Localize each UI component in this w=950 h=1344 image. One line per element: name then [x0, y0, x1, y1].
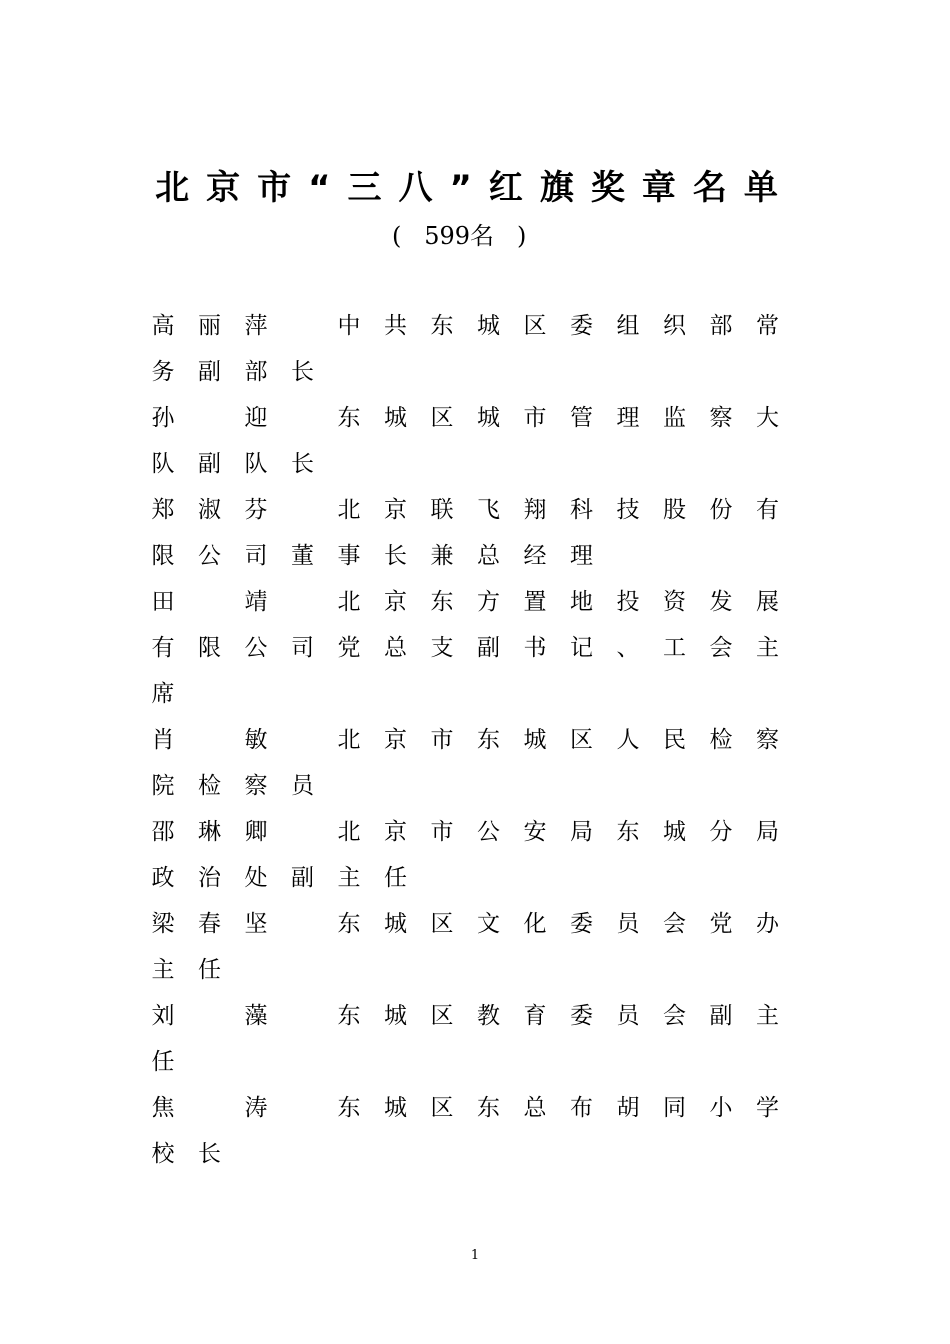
- recipient-name: 涛: [244, 1095, 268, 1121]
- recipient-position: 化: [523, 911, 547, 937]
- entry-row: [150, 1087, 790, 1133]
- recipient-position: 局: [756, 819, 779, 845]
- entry-row: [150, 995, 790, 1041]
- recipient-position: 东: [337, 1003, 361, 1029]
- recipient-position: 东: [337, 911, 361, 937]
- recipient-position: 北: [337, 589, 361, 615]
- recipient-position: 副: [709, 1003, 733, 1029]
- recipient-position: 公: [477, 819, 500, 845]
- entry-line: [150, 1133, 790, 1179]
- recipient-position: 有: [756, 497, 779, 523]
- recipient-position: 城: [663, 819, 686, 845]
- recipient-position: 民: [663, 727, 686, 753]
- recipient-name: 邵: [151, 819, 175, 845]
- document-title: 北京市“三八”红旗奖章名单: [155, 168, 795, 208]
- recipient-position: 主: [756, 635, 779, 661]
- recipient-position: 党: [709, 911, 733, 937]
- recipient-position: 教: [477, 1003, 500, 1029]
- recipient-position: 东: [337, 1095, 361, 1121]
- recipient-position: 部: [244, 359, 268, 385]
- recipient-position: 城: [384, 1095, 407, 1121]
- recipient-name: 梁: [151, 911, 175, 937]
- recipient-position: 监: [663, 405, 686, 431]
- entry-row: [150, 811, 790, 857]
- recipient-position: 区: [430, 911, 454, 937]
- recipient-position: 北: [337, 497, 361, 523]
- entry-row: [150, 719, 790, 765]
- recipient-position: 长: [384, 543, 407, 569]
- recipient-position: 察: [709, 405, 733, 431]
- recipient-position: 区: [430, 405, 454, 431]
- recipient-position: 东: [477, 1095, 500, 1121]
- recipient-position: 会: [663, 911, 686, 937]
- entry-line: [150, 949, 790, 995]
- recipient-position: 东: [430, 313, 454, 339]
- recipient-name: 田: [151, 589, 175, 615]
- recipient-position: 城: [384, 911, 407, 937]
- recipient-name: 肖: [151, 727, 175, 753]
- recipient-position: 察: [244, 773, 268, 799]
- recipient-position: 部: [709, 313, 733, 339]
- recipient-position: 席: [151, 681, 175, 707]
- entry-line: [150, 535, 790, 581]
- recipient-position: 主: [756, 1003, 779, 1029]
- recipient-position: 司: [244, 543, 268, 569]
- entry-row: [150, 397, 790, 443]
- recipient-position: 公: [198, 543, 221, 569]
- recipient-position: 理: [616, 405, 640, 431]
- recipient-position: 胡: [616, 1095, 640, 1121]
- recipient-position: 区: [523, 313, 547, 339]
- entry-row: [150, 903, 790, 949]
- recipient-position: 东: [337, 405, 361, 431]
- recipient-position: 市: [430, 819, 454, 845]
- entry-line: [150, 627, 790, 673]
- recipient-name: 琳: [198, 819, 221, 845]
- recipient-position: 员: [616, 911, 640, 937]
- recipient-position: 京: [384, 497, 407, 523]
- entry-row: [150, 489, 790, 535]
- recipient-name: 萍: [244, 313, 268, 339]
- recipient-position: 联: [430, 497, 454, 523]
- recipient-position: 办: [756, 911, 779, 937]
- recipient-position: 城: [477, 405, 500, 431]
- recipient-position: 学: [756, 1095, 779, 1121]
- recipient-position: 任: [198, 957, 221, 983]
- recipient-position: 中: [337, 313, 361, 339]
- recipient-position: 理: [570, 543, 593, 569]
- recipient-position: 地: [570, 589, 593, 615]
- recipient-position: 分: [709, 819, 733, 845]
- recipient-position: 北: [337, 819, 361, 845]
- recipient-position: 东: [430, 589, 454, 615]
- recipient-position: 司: [291, 635, 314, 661]
- recipient-name: 郑: [151, 497, 175, 523]
- recipient-position: 长: [291, 359, 314, 385]
- recipient-position: 副: [477, 635, 500, 661]
- recipient-position: 长: [291, 451, 314, 477]
- recipient-position: 总: [384, 635, 407, 661]
- recipient-position: 党: [337, 635, 361, 661]
- recipient-position: 委: [570, 1003, 593, 1029]
- recipient-position: 治: [198, 865, 221, 891]
- recipient-position: 组: [616, 313, 640, 339]
- recipient-position: 份: [709, 497, 733, 523]
- recipient-position: 翔: [523, 497, 547, 523]
- recipient-position: 大: [756, 405, 779, 431]
- recipient-position: 同: [663, 1095, 686, 1121]
- recipient-position: 安: [523, 819, 547, 845]
- recipient-name: 靖: [244, 589, 268, 615]
- recipient-position: 有: [151, 635, 175, 661]
- recipient-position: 政: [151, 865, 175, 891]
- recipient-position: 置: [523, 589, 547, 615]
- recipient-position: 人: [616, 727, 640, 753]
- recipient-position: 京: [384, 819, 407, 845]
- page-number: 1: [470, 1248, 480, 1263]
- recipient-position: 公: [244, 635, 268, 661]
- recipient-position: 委: [570, 911, 593, 937]
- recipient-position: 发: [709, 589, 733, 615]
- document-subtitle: ( 599名 ): [392, 222, 527, 250]
- recipient-position: 展: [756, 589, 779, 615]
- recipient-position: 城: [477, 313, 500, 339]
- entry-row: [150, 581, 790, 627]
- recipient-position: 文: [477, 911, 500, 937]
- recipient-position: 检: [198, 773, 221, 799]
- entry-row: [150, 305, 790, 351]
- recipient-position: 董: [291, 543, 314, 569]
- entry-line: [150, 857, 790, 903]
- recipient-position: 飞: [477, 497, 500, 523]
- recipient-position: 科: [570, 497, 593, 523]
- recipient-position: 副: [198, 451, 221, 477]
- recipient-position: 务: [151, 359, 175, 385]
- recipient-position: 任: [384, 865, 407, 891]
- recipient-position: 队: [244, 451, 268, 477]
- recipient-position: 书: [523, 635, 547, 661]
- recipient-position: 投: [616, 589, 640, 615]
- recipient-name: 坚: [244, 911, 268, 937]
- recipient-position: 布: [570, 1095, 593, 1121]
- recipient-position: 城: [384, 1003, 407, 1029]
- recipient-position: 工: [663, 635, 686, 661]
- entry-line: [150, 765, 790, 811]
- entry-line: [150, 443, 790, 489]
- recipient-position: 区: [570, 727, 593, 753]
- recipient-position: 主: [151, 957, 175, 983]
- recipient-position: 技: [616, 497, 640, 523]
- recipient-name: 淑: [198, 497, 221, 523]
- recipient-position: 主: [337, 865, 361, 891]
- recipient-position: 院: [151, 773, 175, 799]
- entry-line: [150, 673, 790, 719]
- recipient-position: 股: [663, 497, 686, 523]
- recipient-name: 迎: [244, 405, 268, 431]
- recipient-position: 京: [384, 727, 407, 753]
- recipient-position: 限: [151, 543, 175, 569]
- recipient-position: 队: [151, 451, 175, 477]
- recipient-position: 总: [477, 543, 500, 569]
- entry-line: [150, 1041, 790, 1087]
- recipient-position: 、: [616, 635, 640, 661]
- recipient-position: 支: [430, 635, 454, 661]
- entry-line: [150, 351, 790, 397]
- recipient-position: 员: [616, 1003, 640, 1029]
- recipient-name: 丽: [198, 313, 221, 339]
- recipient-position: 兼: [430, 543, 454, 569]
- recipient-name: 卿: [244, 819, 268, 845]
- recipient-name: 高: [151, 313, 175, 339]
- recipient-position: 常: [756, 313, 779, 339]
- recipient-position: 东: [616, 819, 640, 845]
- recipient-position: 区: [430, 1095, 454, 1121]
- recipient-position: 副: [291, 865, 314, 891]
- recipient-position: 织: [663, 313, 686, 339]
- recipient-position: 局: [570, 819, 593, 845]
- recipient-position: 员: [291, 773, 314, 799]
- recipient-position: 方: [477, 589, 500, 615]
- recipient-position: 东: [477, 727, 500, 753]
- recipient-position: 处: [244, 865, 268, 891]
- recipient-position: 小: [709, 1095, 733, 1121]
- recipient-position: 副: [198, 359, 221, 385]
- recipient-name: 孙: [151, 405, 175, 431]
- recipient-name: 刘: [151, 1003, 175, 1029]
- recipient-position: 检: [709, 727, 733, 753]
- recipient-position: 共: [384, 313, 407, 339]
- recipient-position: 校: [151, 1141, 175, 1167]
- recipient-name: 春: [198, 911, 221, 937]
- recipient-position: 北: [337, 727, 361, 753]
- recipient-position: 经: [523, 543, 547, 569]
- recipient-position: 长: [198, 1141, 221, 1167]
- recipient-position: 会: [709, 635, 733, 661]
- recipient-position: 资: [663, 589, 686, 615]
- recipient-position: 市: [523, 405, 547, 431]
- recipient-name: 藻: [244, 1003, 268, 1029]
- recipient-position: 委: [570, 313, 593, 339]
- recipient-position: 区: [430, 1003, 454, 1029]
- recipient-position: 记: [570, 635, 593, 661]
- recipient-position: 限: [198, 635, 221, 661]
- recipient-position: 育: [523, 1003, 547, 1029]
- recipient-position: 事: [337, 543, 361, 569]
- recipient-position: 任: [151, 1049, 175, 1075]
- recipient-position: 管: [570, 405, 593, 431]
- award-recipient-list: [150, 305, 790, 1179]
- recipient-position: 总: [523, 1095, 547, 1121]
- recipient-position: 城: [523, 727, 547, 753]
- recipient-name: 芬: [244, 497, 268, 523]
- recipient-name: 焦: [151, 1095, 175, 1121]
- recipient-name: 敏: [244, 727, 268, 753]
- recipient-position: 城: [384, 405, 407, 431]
- recipient-position: 会: [663, 1003, 686, 1029]
- recipient-position: 市: [430, 727, 454, 753]
- recipient-position: 察: [756, 727, 779, 753]
- recipient-position: 京: [384, 589, 407, 615]
